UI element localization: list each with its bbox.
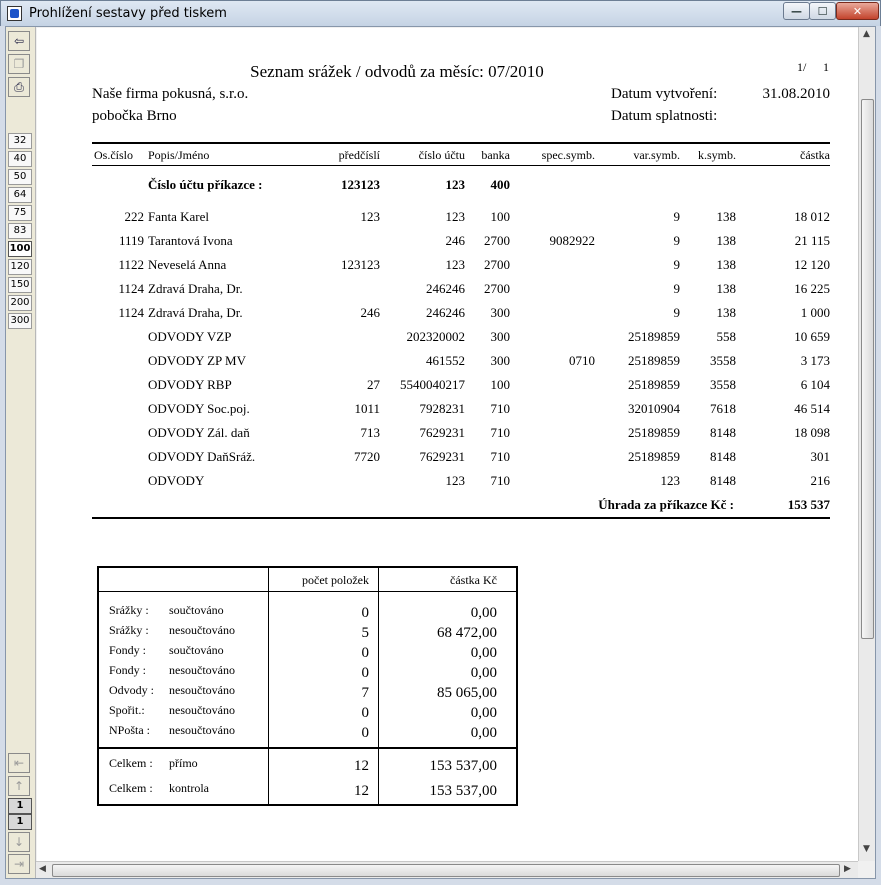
first-page-icon: ⇤ bbox=[13, 756, 25, 770]
summary-amount: 85 065,00 bbox=[437, 685, 497, 701]
branch-name: pobočka Brno bbox=[92, 108, 177, 124]
cell-name: Zdravá Draha, Dr. bbox=[148, 281, 243, 296]
cell-acc: 123 bbox=[445, 257, 465, 272]
print-button[interactable] bbox=[8, 77, 30, 97]
window-title: Prohlížení sestavy před tiskem bbox=[29, 6, 227, 21]
total-value: 153 537 bbox=[787, 497, 830, 512]
vertical-scrollbar[interactable] bbox=[858, 27, 875, 861]
company-name: Naše firma pokusná, s.r.o. bbox=[92, 86, 249, 102]
printer-icon: ⎙ bbox=[14, 79, 24, 94]
zoom-300-button[interactable]: 300 bbox=[8, 313, 32, 329]
cell-bank: 300 bbox=[490, 353, 510, 368]
cell-os: 1124 bbox=[118, 281, 144, 296]
cell-spec: 0710 bbox=[569, 353, 595, 368]
cell-k: 558 bbox=[716, 329, 736, 344]
cell-acc: 246 bbox=[445, 233, 465, 248]
maximize-button[interactable] bbox=[809, 2, 836, 20]
header-rule-top bbox=[92, 142, 830, 144]
total-rule bbox=[92, 517, 830, 519]
next-page-button[interactable] bbox=[8, 832, 30, 852]
current-page-box[interactable]: 1 bbox=[8, 798, 32, 814]
cell-amt: 10 659 bbox=[794, 329, 830, 344]
cell-os: 222 bbox=[124, 209, 144, 224]
cell-k: 138 bbox=[716, 209, 736, 224]
cell-var: 32010904 bbox=[628, 401, 680, 416]
cell-amt: 18 098 bbox=[794, 425, 830, 440]
summary-state: nesoučtováno bbox=[169, 683, 235, 697]
cell-acc: 123 bbox=[445, 473, 465, 488]
scroll-up-icon[interactable]: ▲ bbox=[863, 29, 870, 39]
cell-var: 9 bbox=[673, 209, 680, 224]
cell-k: 8148 bbox=[710, 449, 736, 464]
cell-amt: 3 173 bbox=[800, 353, 830, 368]
app-icon bbox=[7, 6, 22, 21]
cell-k: 3558 bbox=[710, 377, 736, 392]
cell-bank: 710 bbox=[490, 473, 510, 488]
cell-amt: 12 120 bbox=[794, 257, 830, 272]
summary-state: nesoučtováno bbox=[169, 723, 235, 737]
cell-var: 25189859 bbox=[628, 377, 680, 392]
column-header: var.symb. bbox=[633, 148, 680, 162]
cell-name: Tarantová Ivona bbox=[148, 233, 233, 248]
zoom-40-button[interactable]: 40 bbox=[8, 151, 32, 167]
page-indicator: 1/ bbox=[797, 60, 807, 74]
close-button[interactable] bbox=[836, 2, 879, 20]
zoom-83-button[interactable]: 83 bbox=[8, 223, 32, 239]
payer-bank: 400 bbox=[490, 177, 510, 192]
cell-amt: 16 225 bbox=[794, 281, 830, 296]
cell-amt: 46 514 bbox=[794, 401, 830, 416]
cell-name: ODVODY Zál. daň bbox=[148, 425, 250, 440]
payer-account-label: Číslo účtu příkazce : bbox=[148, 177, 263, 192]
summary-count: 5 bbox=[361, 625, 369, 641]
cell-os: 1122 bbox=[118, 257, 144, 272]
summary-type: NPošta : bbox=[109, 723, 151, 737]
previous-page-button[interactable] bbox=[8, 776, 30, 796]
cell-k: 3558 bbox=[710, 353, 736, 368]
cell-acc: 7629231 bbox=[419, 449, 465, 464]
summary-type: Fondy : bbox=[109, 663, 147, 677]
summary-table bbox=[97, 566, 518, 806]
cell-name: ODVODY VZP bbox=[148, 329, 232, 344]
cell-bank: 2700 bbox=[484, 233, 510, 248]
first-page-button[interactable] bbox=[8, 753, 30, 773]
summary-amount: 0,00 bbox=[470, 605, 497, 621]
cell-var: 25189859 bbox=[628, 425, 680, 440]
horizontal-scrollbar[interactable] bbox=[36, 861, 858, 878]
total-label: Úhrada za příkazce Kč : bbox=[598, 497, 734, 512]
cell-pre: 123 bbox=[360, 209, 380, 224]
report-title: Seznam srážek / odvodů za měsíc: 07/2010 bbox=[250, 62, 544, 81]
payer-account: 123 bbox=[445, 177, 465, 192]
column-header: číslo účtu bbox=[418, 148, 465, 162]
summary-type: Srážky : bbox=[109, 603, 149, 617]
summary-count: 0 bbox=[361, 665, 369, 681]
cell-bank: 710 bbox=[490, 401, 510, 416]
cell-amt: 21 115 bbox=[794, 233, 830, 248]
summary-count: 7 bbox=[361, 685, 369, 701]
summary-totals-rule bbox=[99, 747, 516, 749]
summary-count: 0 bbox=[361, 705, 369, 721]
summary-amount: 153 537,00 bbox=[429, 758, 497, 774]
payer-prefix: 123123 bbox=[341, 177, 380, 192]
close-icon: ✕ bbox=[852, 4, 863, 18]
cell-acc: 202320002 bbox=[406, 329, 465, 344]
cell-k: 138 bbox=[716, 305, 736, 320]
summary-amount: 0,00 bbox=[470, 705, 497, 721]
zoom-150-button[interactable]: 150 bbox=[8, 277, 32, 293]
cell-pre: 246 bbox=[360, 305, 380, 320]
cell-bank: 300 bbox=[490, 329, 510, 344]
cell-acc: 7629231 bbox=[419, 425, 465, 440]
exit-preview-button[interactable] bbox=[8, 31, 30, 51]
cell-var: 123 bbox=[660, 473, 680, 488]
cell-pre: 7720 bbox=[354, 449, 380, 464]
cell-bank: 710 bbox=[490, 449, 510, 464]
cell-bank: 100 bbox=[490, 209, 510, 224]
due-label: Datum splatnosti: bbox=[611, 108, 718, 124]
vertical-scroll-thumb[interactable] bbox=[861, 99, 874, 639]
cell-os: 1119 bbox=[118, 233, 144, 248]
cell-pre: 123123 bbox=[341, 257, 380, 272]
window-client bbox=[5, 26, 876, 879]
scroll-down-icon[interactable]: ▼ bbox=[863, 844, 870, 854]
minimize-button[interactable] bbox=[783, 2, 810, 20]
last-page-button[interactable] bbox=[8, 854, 30, 874]
summary-header-count: počet položek bbox=[302, 573, 369, 587]
summary-type: Spořit.: bbox=[109, 703, 145, 717]
report-page bbox=[37, 28, 858, 861]
cell-amt: 216 bbox=[810, 473, 830, 488]
cell-acc: 5540040217 bbox=[400, 377, 465, 392]
cell-k: 8148 bbox=[710, 473, 736, 488]
cell-name: ODVODY bbox=[148, 473, 205, 488]
summary-header-amount: částka Kč bbox=[450, 573, 497, 587]
cell-bank: 710 bbox=[490, 425, 510, 440]
cell-spec: 9082922 bbox=[549, 233, 595, 248]
cell-var: 9 bbox=[673, 281, 680, 296]
zoom-64-button[interactable]: 64 bbox=[8, 187, 32, 203]
summary-type: Celkem : bbox=[109, 781, 153, 795]
summary-state: nesoučtováno bbox=[169, 663, 235, 677]
cell-var: 9 bbox=[673, 257, 680, 272]
column-header: Os.číslo bbox=[94, 148, 133, 162]
copy-button[interactable] bbox=[8, 54, 30, 74]
cell-bank: 300 bbox=[490, 305, 510, 320]
cell-k: 138 bbox=[716, 233, 736, 248]
summary-state: součtováno bbox=[169, 643, 224, 657]
summary-divider-1 bbox=[268, 568, 269, 804]
exit-door-icon: ⇦ bbox=[13, 34, 25, 48]
summary-type: Odvody : bbox=[109, 683, 154, 697]
cell-pre: 1011 bbox=[354, 401, 380, 416]
created-value: 31.08.2010 bbox=[762, 86, 830, 102]
column-header: banka bbox=[481, 148, 510, 162]
summary-count: 0 bbox=[361, 725, 369, 741]
cell-name: Fanta Karel bbox=[148, 209, 210, 224]
summary-type: Celkem : bbox=[109, 756, 153, 770]
summary-count: 12 bbox=[354, 783, 369, 799]
column-header: Popis/Jméno bbox=[148, 148, 210, 162]
cell-acc: 246246 bbox=[426, 305, 465, 320]
cell-acc: 461552 bbox=[426, 353, 465, 368]
zoom-200-button[interactable]: 200 bbox=[8, 295, 32, 311]
column-header: částka bbox=[800, 148, 830, 162]
column-header: spec.symb. bbox=[541, 148, 595, 162]
cell-name: ODVODY RBP bbox=[148, 377, 232, 392]
cell-bank: 2700 bbox=[484, 281, 510, 296]
cell-amt: 301 bbox=[810, 449, 830, 464]
last-page-icon: ⇥ bbox=[13, 857, 25, 871]
cell-k: 8148 bbox=[710, 425, 736, 440]
cell-bank: 100 bbox=[490, 377, 510, 392]
page-number: 1 bbox=[823, 60, 829, 74]
cell-amt: 1 000 bbox=[800, 305, 830, 320]
zoom-32-button[interactable]: 32 bbox=[8, 133, 32, 149]
cell-pre: 713 bbox=[360, 425, 380, 440]
cell-var: 25189859 bbox=[628, 353, 680, 368]
cell-k: 138 bbox=[716, 281, 736, 296]
created-label: Datum vytvoření: bbox=[611, 86, 718, 102]
cell-var: 25189859 bbox=[628, 329, 680, 344]
scroll-right-icon[interactable]: ▶ bbox=[844, 864, 851, 874]
total-pages-box: 1 bbox=[8, 814, 32, 830]
cell-name: ODVODY ZP MV bbox=[148, 353, 246, 368]
column-header: předčíslí bbox=[338, 148, 380, 162]
summary-count: 12 bbox=[354, 758, 369, 774]
summary-state: přímo bbox=[169, 756, 198, 770]
cell-acc: 123 bbox=[445, 209, 465, 224]
summary-count: 0 bbox=[361, 645, 369, 661]
minimize-icon: — bbox=[791, 4, 802, 18]
cell-k: 138 bbox=[716, 257, 736, 272]
summary-amount: 153 537,00 bbox=[429, 783, 497, 799]
cell-name: Zdravá Draha, Dr. bbox=[148, 305, 243, 320]
summary-divider-2 bbox=[378, 568, 379, 804]
scroll-left-icon[interactable]: ◀ bbox=[39, 864, 46, 874]
cell-acc: 7928231 bbox=[419, 401, 465, 416]
cell-name: ODVODY DaňSráž. bbox=[148, 449, 256, 464]
header-rule-bottom bbox=[92, 165, 830, 166]
zoom-75-button[interactable]: 75 bbox=[8, 205, 32, 221]
cell-name: ODVODY Soc.poj. bbox=[148, 401, 250, 416]
title-bar bbox=[0, 0, 881, 26]
summary-state: součtováno bbox=[169, 603, 224, 617]
copy-icon: ❐ bbox=[13, 57, 25, 71]
summary-amount: 68 472,00 bbox=[437, 625, 497, 641]
summary-state: nesoučtováno bbox=[169, 623, 235, 637]
zoom-100-button[interactable]: 100 bbox=[8, 241, 32, 257]
cell-os: 1124 bbox=[118, 305, 144, 320]
cell-acc: 246246 bbox=[426, 281, 465, 296]
cell-var: 9 bbox=[673, 233, 680, 248]
preview-toolbar bbox=[6, 27, 36, 878]
summary-count: 0 bbox=[361, 605, 369, 621]
cell-name: Neveselá Anna bbox=[148, 257, 227, 272]
cell-k: 7618 bbox=[710, 401, 736, 416]
summary-amount: 0,00 bbox=[470, 665, 497, 681]
next-page-icon: ↓ bbox=[13, 835, 25, 849]
zoom-120-button[interactable]: 120 bbox=[8, 259, 32, 275]
column-header: k.symb. bbox=[697, 148, 736, 162]
summary-state: kontrola bbox=[169, 781, 209, 795]
summary-header-rule bbox=[99, 591, 516, 592]
summary-type: Srážky : bbox=[109, 623, 149, 637]
cell-pre: 27 bbox=[367, 377, 380, 392]
maximize-icon: ☐ bbox=[817, 4, 828, 18]
zoom-50-button[interactable]: 50 bbox=[8, 169, 32, 185]
cell-amt: 18 012 bbox=[794, 209, 830, 224]
previous-page-icon: ↑ bbox=[13, 779, 25, 793]
cell-var: 9 bbox=[673, 305, 680, 320]
summary-state: nesoučtováno bbox=[169, 703, 235, 717]
horizontal-scroll-thumb[interactable] bbox=[52, 864, 840, 877]
summary-amount: 0,00 bbox=[470, 645, 497, 661]
cell-amt: 6 104 bbox=[800, 377, 830, 392]
summary-amount: 0,00 bbox=[470, 725, 497, 741]
cell-bank: 2700 bbox=[484, 257, 510, 272]
cell-var: 25189859 bbox=[628, 449, 680, 464]
summary-type: Fondy : bbox=[109, 643, 147, 657]
